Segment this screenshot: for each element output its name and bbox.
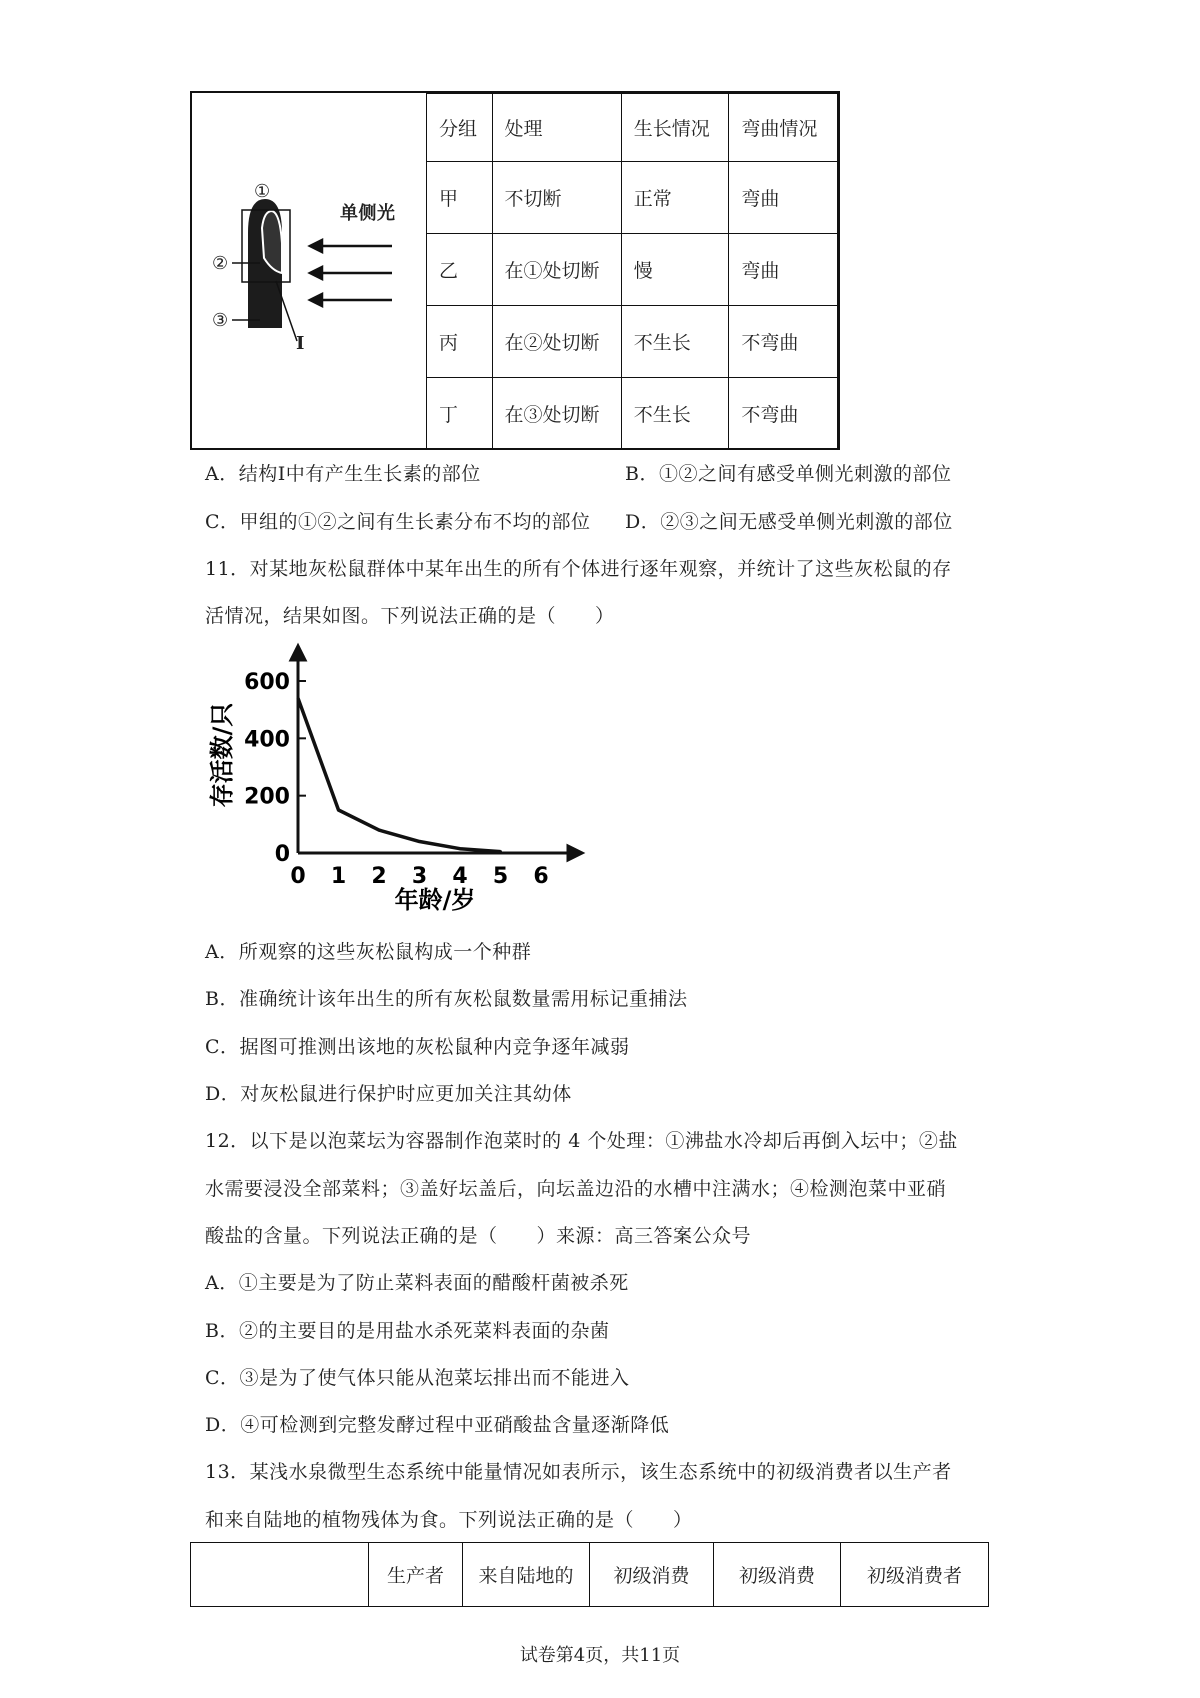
q12-option-a: A．①主要是为了防止菜料表面的醋酸杆菌被杀死 <box>205 1272 629 1294</box>
table-cell: 不生长 <box>621 378 729 450</box>
y-tick-label: 200 <box>244 784 290 810</box>
table-cell: 在③处切断 <box>492 378 621 450</box>
q11-option-c: C．据图可推测出该地的灰松鼠种内竞争逐年减弱 <box>205 1036 630 1058</box>
q10-option-a: A．结构I中有产生生长素的部位 <box>205 463 481 485</box>
table-cell: 弯曲 <box>729 162 838 234</box>
header-cell: 初级消费 <box>714 1543 841 1607</box>
header-cell: 分组 <box>427 94 493 162</box>
q11-option-a: A．所观察的这些灰松鼠构成一个种群 <box>205 941 532 963</box>
light-label: 单侧光 <box>340 203 396 224</box>
table-cell: 丁 <box>427 378 493 450</box>
q12-option-d: D．④可检测到完整发酵过程中亚硝酸盐含量逐渐降低 <box>205 1414 670 1436</box>
q13-stem-line-2: 和来自陆地的植物残体为食。下列说法正确的是（ ） <box>205 1509 693 1531</box>
header-cell: 弯曲情况 <box>729 94 838 162</box>
q11-option-d: D．对灰松鼠进行保护时应更加关注其幼体 <box>205 1083 572 1105</box>
q10-option-c: C．甲组的①②之间有生长素分布不均的部位 <box>205 511 591 533</box>
header-cell: 初级消费 <box>590 1543 714 1607</box>
table-header-row <box>427 94 838 162</box>
x-axis-label: 年龄/岁 <box>394 886 476 914</box>
x-tick-label: 3 <box>411 864 428 889</box>
data-point <box>499 850 502 853</box>
table-cell: 不弯曲 <box>729 306 838 378</box>
table-cell: 在①处切断 <box>492 234 621 306</box>
x-tick-label: 2 <box>371 864 387 889</box>
table-cell: 不弯曲 <box>729 378 838 450</box>
x-axis-arrow <box>568 846 582 860</box>
table-cell: 弯曲 <box>729 234 838 306</box>
header-cell: 生产者 <box>369 1543 463 1607</box>
table-cell: 在②处切断 <box>492 306 621 378</box>
x-tick-label: 4 <box>452 864 468 889</box>
table-cell: 慢 <box>621 234 729 306</box>
data-point <box>418 840 421 843</box>
q10-table-frame <box>190 91 840 450</box>
table-cell: 正常 <box>621 162 729 234</box>
q12-option-c: C．③是为了使气体只能从泡菜坛排出而不能进入 <box>205 1367 630 1389</box>
marker-1: ① <box>254 181 271 202</box>
q12-stem-line-2: 水需要浸没全部菜料；③盖好坛盖后，向坛盖边沿的水槽中注满水；④检测泡菜中亚硝 <box>205 1178 947 1200</box>
y-tick-label: 400 <box>244 727 290 753</box>
q11-stem-line-1: 11．对某地灰松鼠群体中某年出生的所有个体进行逐年观察，并统计了这些灰松鼠的存 <box>205 558 952 580</box>
header-cell: 来自陆地的 <box>463 1543 590 1607</box>
q13-energy-table <box>190 1542 989 1607</box>
structure-label: I <box>296 333 305 354</box>
table-row <box>427 234 838 306</box>
table-row <box>427 306 838 378</box>
q11-stem-line-2: 活情况，结果如图。下列说法正确的是（ ） <box>205 605 615 627</box>
y-axis-label: 存活数/只 <box>208 702 236 808</box>
data-point <box>337 809 340 812</box>
header-cell: 初级消费者 <box>841 1543 989 1607</box>
header-cell: 生长情况 <box>621 94 729 162</box>
q10-option-d: D．②③之间无感受单侧光刺激的部位 <box>625 511 953 533</box>
y-tick-label: 0 <box>274 842 290 867</box>
q12-option-b: B．②的主要目的是用盐水杀死菜料表面的杂菌 <box>205 1320 610 1342</box>
header-cell <box>191 1543 369 1607</box>
table-cell: 不切断 <box>492 162 621 234</box>
marker-2: ② <box>212 253 229 274</box>
q12-stem-line-3: 酸盐的含量。下列说法正确的是（ ）来源：高三答案公众号 <box>205 1225 752 1247</box>
x-tick-label: 1 <box>330 864 347 889</box>
survival-curve <box>298 698 501 851</box>
q12-stem-line-1: 12．以下是以泡菜坛为容器制作泡菜时的 4 个处理：①沸盐水冷却后再倒入坛中；②盐 <box>205 1130 958 1152</box>
table-row <box>427 378 838 450</box>
q10-option-b: B．①②之间有感受单侧光刺激的部位 <box>625 463 952 485</box>
x-tick-label: 0 <box>290 864 306 889</box>
table-cell: 甲 <box>427 162 493 234</box>
table-cell: 不生长 <box>621 306 729 378</box>
q10-data-table <box>426 93 838 450</box>
y-axis-arrow <box>291 646 305 660</box>
q11-option-b: B．准确统计该年出生的所有灰松鼠数量需用标记重捕法 <box>205 988 688 1010</box>
header-cell: 处理 <box>492 94 621 162</box>
y-tick-label: 600 <box>244 670 290 695</box>
table-row <box>427 162 838 234</box>
marker-3: ③ <box>212 310 229 331</box>
data-point <box>378 829 381 832</box>
x-tick-label: 5 <box>492 864 509 889</box>
x-tick-label: 6 <box>533 864 549 889</box>
q13-stem-line-1: 13．某浅水泉微型生态系统中能量情况如表所示，该生态系统中的初级消费者以生产者 <box>205 1461 952 1483</box>
data-point <box>297 697 300 700</box>
table-cell: 丙 <box>427 306 493 378</box>
survival-chart <box>190 640 610 920</box>
page-footer: 试卷第4页，共11页 <box>519 1645 681 1666</box>
data-point <box>459 847 462 850</box>
table-cell: 乙 <box>427 234 493 306</box>
table-header-row <box>191 1543 989 1607</box>
